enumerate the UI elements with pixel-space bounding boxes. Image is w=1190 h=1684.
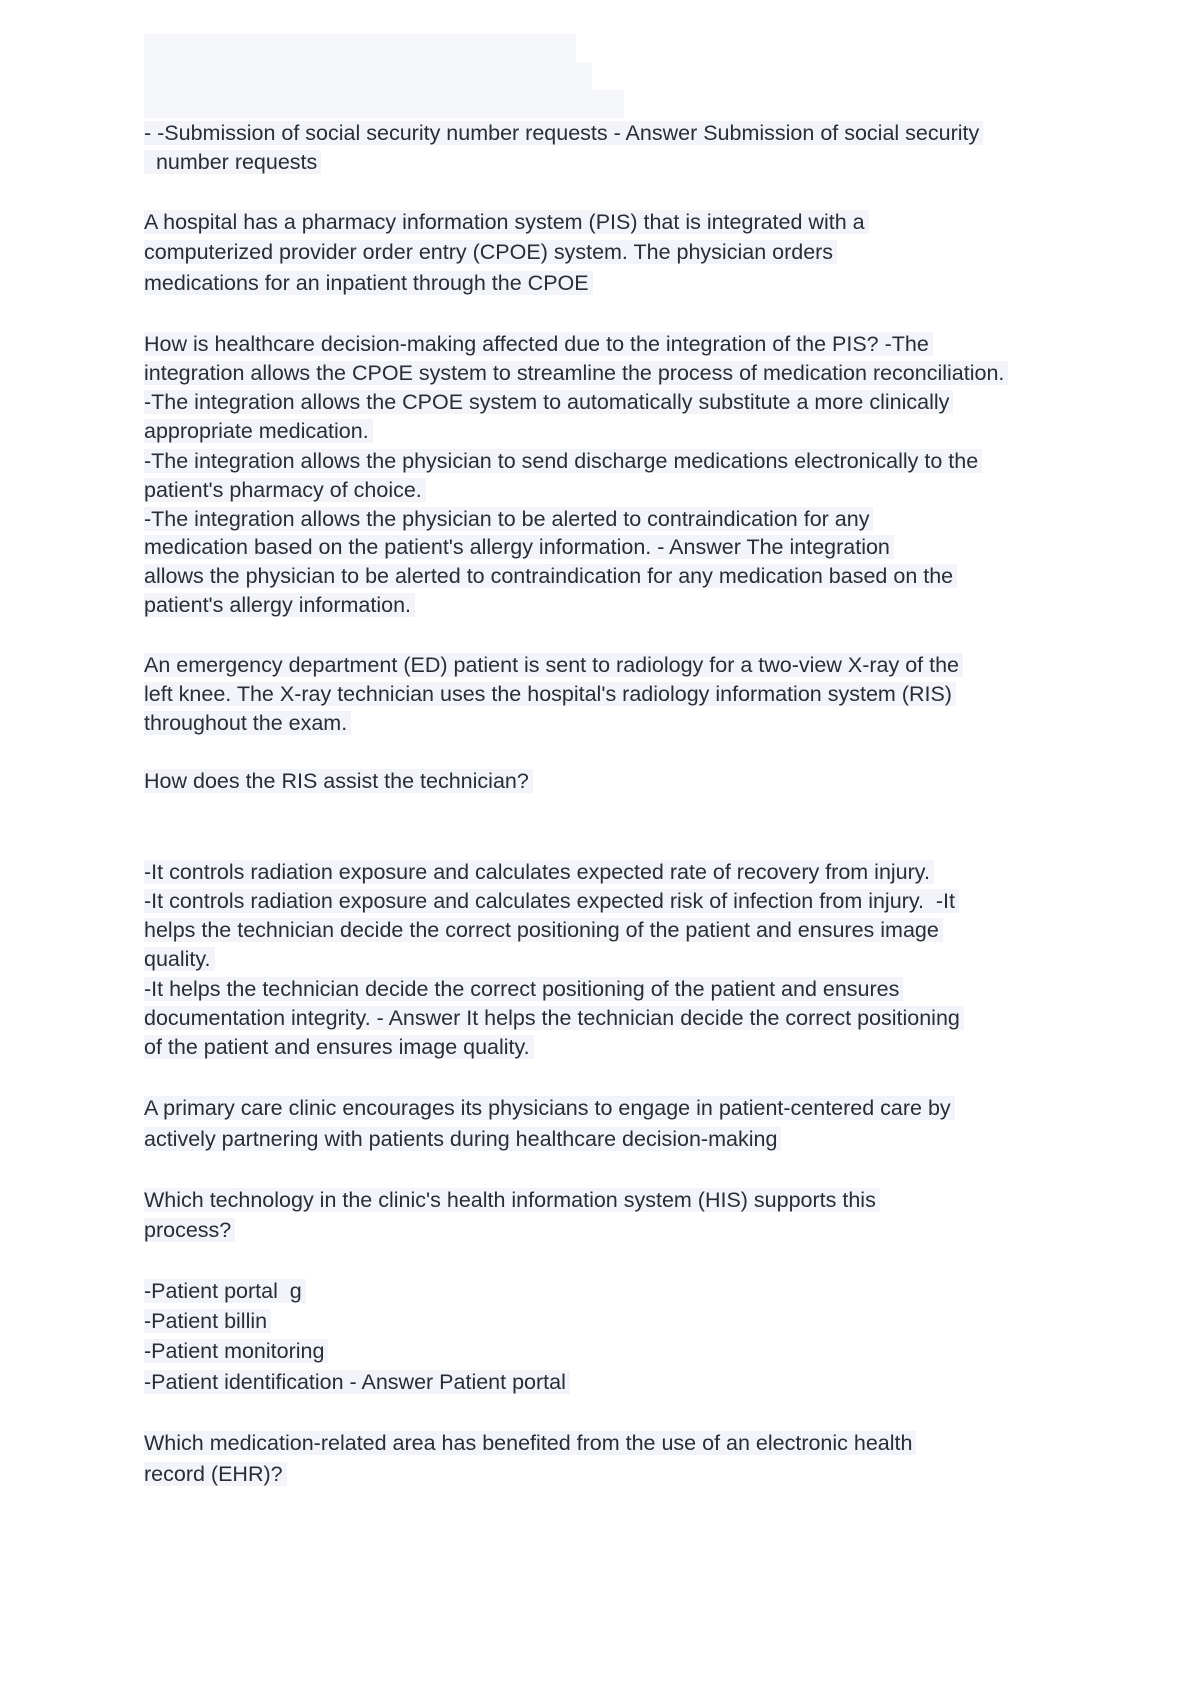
text-line: -Patient billin [144, 1307, 271, 1336]
text-line: Which medication-related area has benefited from the use of an electronic health [144, 1429, 916, 1458]
text-line: computerized provider order entry (CPOE) system. The physician orders [144, 238, 837, 267]
text-line: Which technology in the clinic's health information system (HIS) supports this [144, 1186, 880, 1215]
text-line: How does the RIS assist the technician? [144, 767, 533, 796]
text-line: An emergency department (ED) patient is sent to radiology for a two-view X-ray of the [144, 651, 963, 680]
text-line: allows the physician to be alerted to contraindication for any medication based on the [144, 562, 957, 591]
text-line: record (EHR)? [144, 1460, 287, 1489]
redacted-header-block [144, 90, 624, 118]
text-line: -Patient monitoring [144, 1337, 328, 1366]
text-line: throughout the exam. [144, 709, 351, 738]
text-line: -It controls radiation exposure and calculates expected rate of recovery from injury. [144, 858, 934, 887]
text-line: -Patient portal g [144, 1277, 306, 1306]
text-line: process? [144, 1216, 235, 1245]
text-line: patient's allergy information. [144, 591, 415, 620]
text-line: How is healthcare decision-making affected due to the integration of the PIS? -The [144, 330, 933, 359]
redacted-header-block [144, 34, 576, 62]
text-line: - -Submission of social security number requests - Answer Submission of social security [144, 119, 983, 148]
text-line: -The integration allows the physician to send discharge medications electronically to the [144, 447, 982, 476]
redacted-header-block [144, 62, 592, 90]
text-line: medication based on the patient's allergy information. - Answer The integration [144, 533, 894, 562]
text-line: of the patient and ensures image quality. [144, 1033, 534, 1062]
text-line: quality. [144, 945, 215, 974]
text-line: helps the technician decide the correct positioning of the patient and ensures image [144, 916, 943, 945]
text-line: number requests [144, 148, 321, 177]
text-line: -The integration allows the physician to be alerted to contraindication for any [144, 505, 873, 534]
text-line: A hospital has a pharmacy information system (PIS) that is integrated with a [144, 208, 869, 237]
text-line: documentation integrity. - Answer It helps the technician decide the correct positioning [144, 1004, 964, 1033]
text-line: actively partnering with patients during healthcare decision-making [144, 1125, 781, 1154]
text-line: -The integration allows the CPOE system to automatically substitute a more clinically [144, 388, 953, 417]
text-line: medications for an inpatient through the CPOE [144, 269, 593, 298]
text-line: patient's pharmacy of choice. [144, 476, 426, 505]
text-line: appropriate medication. [144, 417, 373, 446]
text-line: -Patient identification - Answer Patient portal [144, 1368, 570, 1397]
text-line: A primary care clinic encourages its physicians to engage in patient-centered care by [144, 1094, 955, 1123]
text-line: left knee. The X-ray technician uses the hospital's radiology information system (RIS) [144, 680, 956, 709]
text-line: -It controls radiation exposure and calculates expected risk of infection from injury. -It [144, 887, 959, 916]
text-line: integration allows the CPOE system to streamline the process of medication reconciliation. [144, 359, 1008, 388]
text-line: -It helps the technician decide the correct positioning of the patient and ensures [144, 975, 903, 1004]
